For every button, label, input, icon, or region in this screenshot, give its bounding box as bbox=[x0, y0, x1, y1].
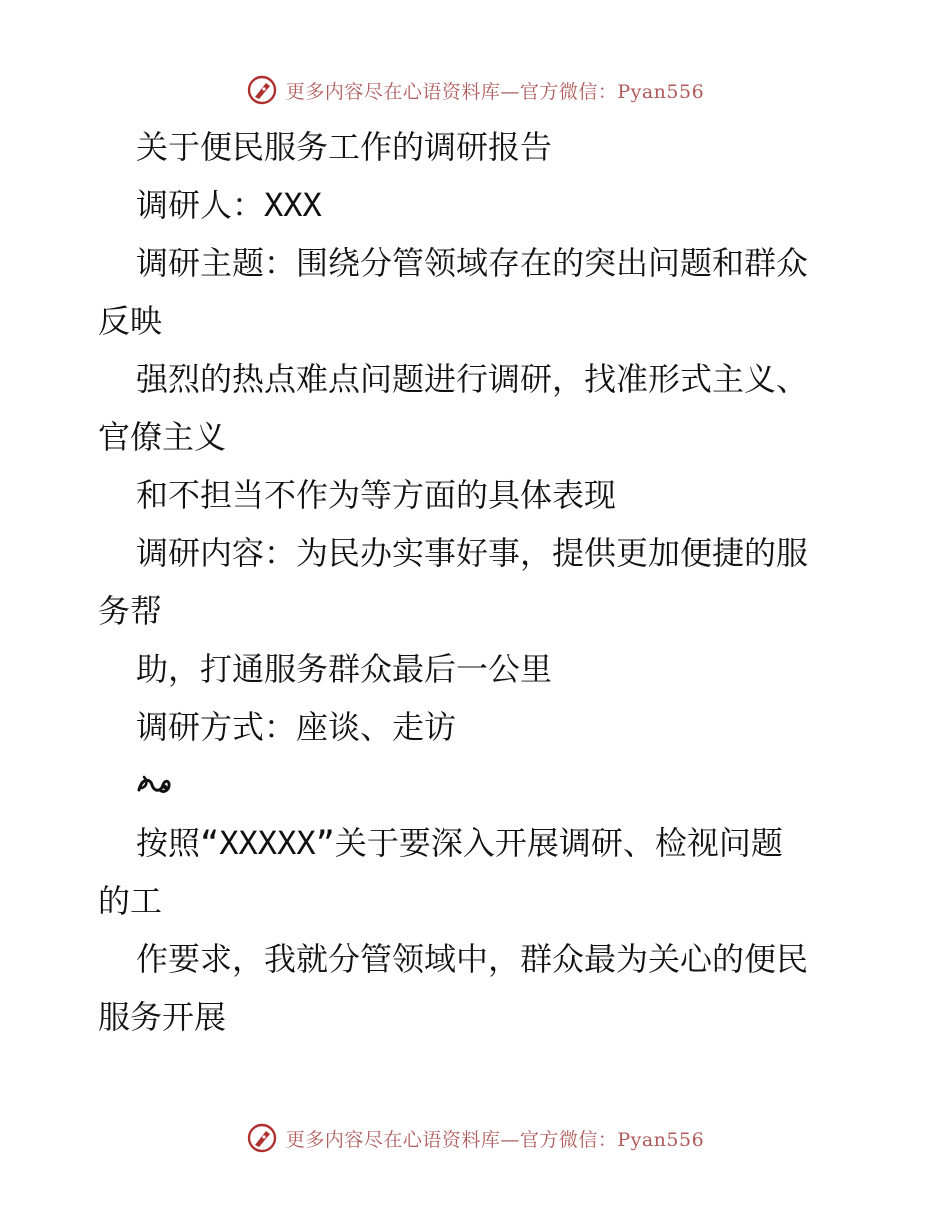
paragraph-line: 调研内容：为民办实事好事，提供更加便捷的服 bbox=[136, 534, 809, 572]
header-banner bbox=[0, 70, 950, 110]
header-banner-text: 更多内容尽在心语资料库—官方微信：Pyan556 bbox=[285, 80, 705, 103]
document-body bbox=[98, 118, 858, 1046]
paragraph-line: 和不担当不作为等方面的具体表现 bbox=[136, 476, 617, 514]
paragraph-line: 调研方式：座谈、走访 bbox=[136, 708, 457, 746]
pen-nib-logo-icon bbox=[246, 74, 278, 106]
footer-banner-text: 更多内容尽在心语资料库—官方微信：Pyan556 bbox=[285, 1128, 705, 1151]
document-title: 关于便民服务工作的调研报告 bbox=[136, 128, 553, 166]
footer-banner bbox=[0, 1118, 950, 1158]
paragraph-line: 反映 bbox=[98, 302, 163, 340]
paragraph-line: 强烈的热点难点问题进行调研，找准形式主义、 bbox=[136, 360, 809, 398]
paragraph-line: 按照“XXXXX”关于要深入开展调研、检视问题 bbox=[136, 824, 783, 862]
paragraph-line: 务帮 bbox=[98, 592, 163, 630]
paragraph-line: 调研人：XXX bbox=[136, 186, 322, 224]
floral-ornament-icon bbox=[136, 772, 172, 798]
paragraph-line: 服务开展 bbox=[98, 998, 227, 1036]
paragraph-line: 的工 bbox=[98, 882, 163, 920]
paragraph-line: 助，打通服务群众最后一公里 bbox=[136, 650, 553, 688]
paragraph-line: 作要求，我就分管领域中，群众最为关心的便民 bbox=[136, 940, 809, 978]
pen-nib-logo-icon bbox=[246, 1122, 278, 1154]
paragraph-line: 官僚主义 bbox=[98, 418, 227, 456]
ornament-row bbox=[98, 756, 858, 814]
paragraph-line: 调研主题：围绕分管领域存在的突出问题和群众 bbox=[136, 244, 809, 282]
